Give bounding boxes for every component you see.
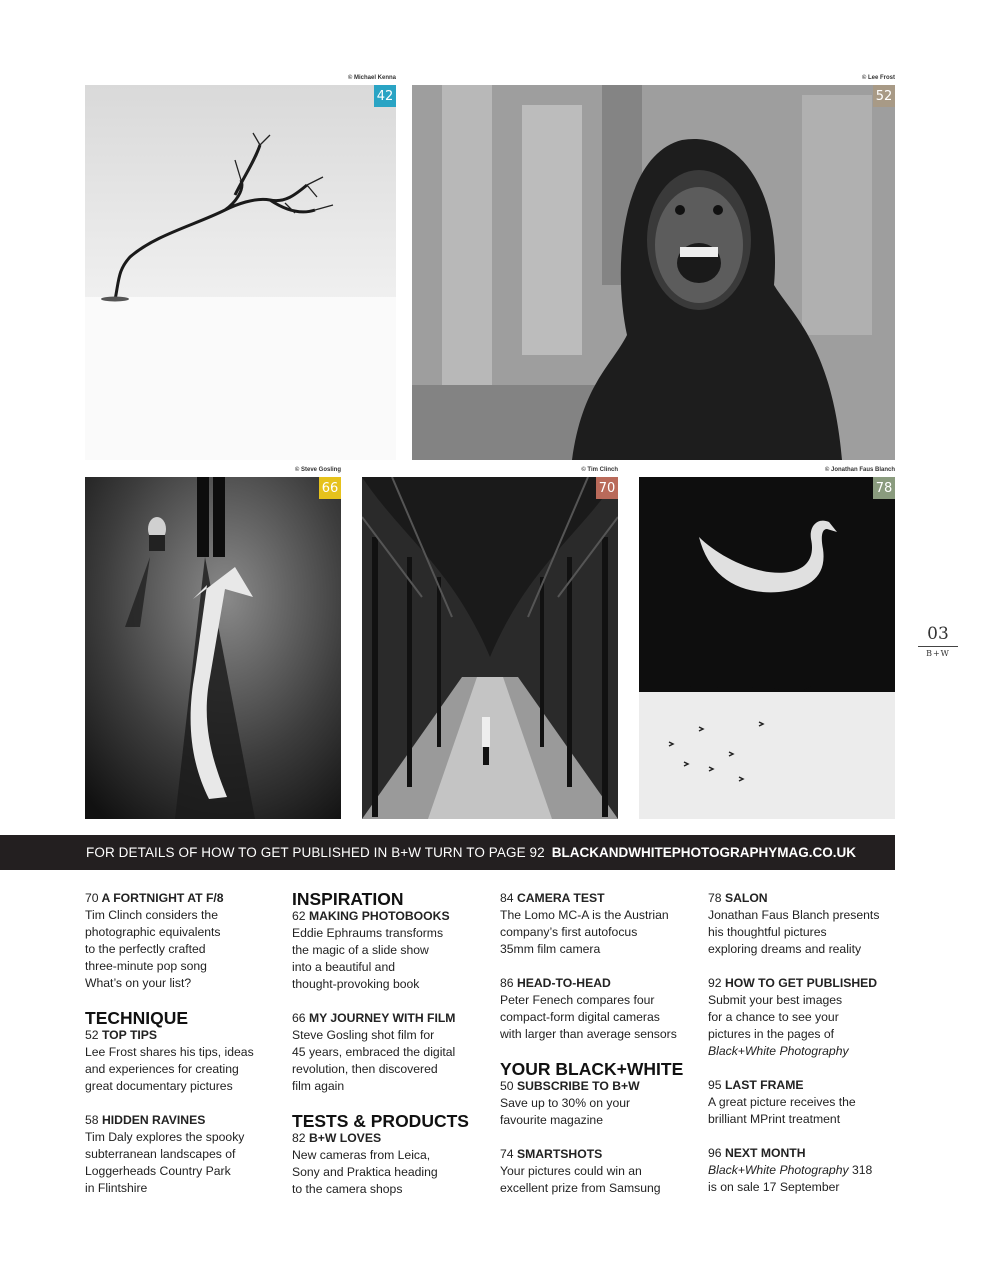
website-link[interactable]: BLACKANDWHITEPHOTOGRAPHYMAG.CO.UK bbox=[551, 845, 857, 860]
contents-item[interactable] bbox=[708, 1145, 898, 1196]
item-title: NEXT MONTH bbox=[724, 1146, 806, 1160]
contents-column-4 bbox=[708, 890, 898, 1213]
contents-item[interactable] bbox=[500, 890, 700, 958]
description-text: 318 is on sale 17 September bbox=[708, 1163, 873, 1194]
item-title: SALON bbox=[724, 891, 768, 905]
contents-item[interactable] bbox=[500, 1146, 700, 1197]
magazine-title: Black+White Photography bbox=[708, 1163, 849, 1177]
item-description: New cameras from Leica, Sony and Praktica heading to the camera shops bbox=[292, 1148, 438, 1196]
magazine-mark: B+W bbox=[926, 649, 950, 658]
item-title: HOW TO GET PUBLISHED bbox=[724, 976, 878, 990]
section-heading: TESTS & PRODUCTS bbox=[292, 1111, 469, 1131]
item-description: Tim Clinch considers the photographic equivalents to the perfectly crafted three-minute pop song What’s on your list? bbox=[85, 908, 221, 990]
page-folio bbox=[918, 624, 958, 658]
contents-item[interactable] bbox=[708, 975, 898, 1060]
item-page: 62 bbox=[292, 909, 306, 923]
item-description: Peter Fenech compares four compact-form digital cameras with larger than average sensors bbox=[500, 993, 677, 1041]
contents-item[interactable] bbox=[292, 1010, 492, 1095]
item-page: 78 bbox=[708, 891, 722, 905]
contents-column-2 bbox=[292, 890, 492, 1215]
publish-banner bbox=[0, 835, 895, 870]
contents-item[interactable] bbox=[708, 1077, 898, 1128]
description-text: Submit your best images for a chance to see your pictures in the pages of bbox=[708, 993, 843, 1041]
section-heading: TECHNIQUE bbox=[85, 1008, 189, 1028]
banner-text: FOR DETAILS OF HOW TO GET PUBLISHED IN B+W TURN TO PAGE 92 bbox=[86, 845, 545, 860]
item-title: CAMERA TEST bbox=[516, 891, 605, 905]
item-description: A great picture receives the brilliant MPrint treatment bbox=[708, 1095, 856, 1126]
contents-item[interactable] bbox=[500, 1078, 700, 1129]
section-heading: INSPIRATION bbox=[292, 889, 404, 909]
item-page: 50 bbox=[500, 1079, 514, 1093]
photo-road-arrow bbox=[85, 477, 341, 819]
contents-column-1 bbox=[85, 890, 285, 1214]
item-title: MAKING PHOTOBOOKS bbox=[308, 909, 450, 923]
item-description: Eddie Ephraums transforms the magic of a slide show into a beautiful and thought-provoking book bbox=[292, 926, 444, 991]
item-description: Jonathan Faus Blanch presents his thoughtful pictures exploring dreams and reality bbox=[708, 908, 880, 956]
page-badge: 52 bbox=[873, 85, 895, 107]
item-description bbox=[708, 992, 898, 1060]
photo-leaning-tree bbox=[85, 85, 396, 460]
photo-credit-clinch: © Tim Clinch bbox=[581, 467, 618, 473]
photo-laughing-boy bbox=[412, 85, 895, 460]
item-description: The Lomo MC-A is the Austrian company’s first autofocus 35mm film camera bbox=[500, 908, 669, 956]
item-description: Steve Gosling shot film for 45 years, embraced the digital revolution, then discovered film again bbox=[292, 1028, 456, 1093]
contents-item[interactable] bbox=[85, 890, 285, 992]
contents-item[interactable] bbox=[708, 890, 898, 958]
item-page: 96 bbox=[708, 1146, 722, 1160]
item-description: Tim Daly explores the spooky subterranean landscapes of Loggerheads Country Park in Flintshire bbox=[85, 1130, 245, 1195]
item-description bbox=[708, 1162, 898, 1196]
item-page: 74 bbox=[500, 1147, 514, 1161]
item-page: 84 bbox=[500, 891, 514, 905]
page-badge: 70 bbox=[596, 477, 618, 499]
photo-credit-kenna: © Michael Kenna bbox=[347, 75, 396, 81]
contents-item[interactable] bbox=[292, 1130, 492, 1198]
item-page: 86 bbox=[500, 976, 514, 990]
contents-item[interactable] bbox=[500, 975, 700, 1043]
item-title: MY JOURNEY WITH FILM bbox=[308, 1011, 456, 1025]
photo-credit-faus-blanch: © Jonathan Faus Blanch bbox=[824, 467, 895, 473]
page-badge: 78 bbox=[873, 477, 895, 499]
item-page: 66 bbox=[292, 1011, 306, 1025]
item-title: SUBSCRIBE TO B+W bbox=[516, 1079, 640, 1093]
item-page: 58 bbox=[85, 1113, 99, 1127]
item-page: 82 bbox=[292, 1131, 306, 1145]
item-title: HIDDEN RAVINES bbox=[101, 1113, 206, 1127]
item-page: 92 bbox=[708, 976, 722, 990]
contents-item[interactable] bbox=[85, 1027, 285, 1095]
page-badge: 66 bbox=[319, 477, 341, 499]
contents-item[interactable] bbox=[85, 1112, 285, 1197]
item-title: LAST FRAME bbox=[724, 1078, 804, 1092]
item-description: Your pictures could win an excellent prize from Samsung bbox=[500, 1164, 661, 1195]
photo-credit-gosling: © Steve Gosling bbox=[294, 467, 341, 473]
item-page: 95 bbox=[708, 1078, 722, 1092]
photo-swan bbox=[639, 477, 895, 819]
section-heading: YOUR BLACK+WHITE bbox=[500, 1059, 684, 1079]
contents-column-3 bbox=[500, 890, 700, 1214]
item-title: TOP TIPS bbox=[101, 1028, 158, 1042]
item-description: Save up to 30% on your favourite magazine bbox=[500, 1096, 631, 1127]
magazine-title: Black+White Photography bbox=[708, 1044, 849, 1058]
item-title: A FORTNIGHT AT F/8 bbox=[101, 891, 224, 905]
photo-palm-avenue bbox=[362, 477, 618, 819]
item-page: 70 bbox=[85, 891, 99, 905]
page-number: 03 bbox=[918, 624, 958, 647]
contents-item[interactable] bbox=[292, 908, 492, 993]
item-page: 52 bbox=[85, 1028, 99, 1042]
photo-credit-frost: © Lee Frost bbox=[861, 75, 895, 81]
item-title: B+W LOVES bbox=[308, 1131, 382, 1145]
page-badge: 42 bbox=[374, 85, 396, 107]
item-title: SMARTSHOTS bbox=[516, 1147, 603, 1161]
item-title: HEAD-TO-HEAD bbox=[516, 976, 611, 990]
item-description: Lee Frost shares his tips, ideas and experiences for creating great documentary pictures bbox=[85, 1045, 254, 1093]
